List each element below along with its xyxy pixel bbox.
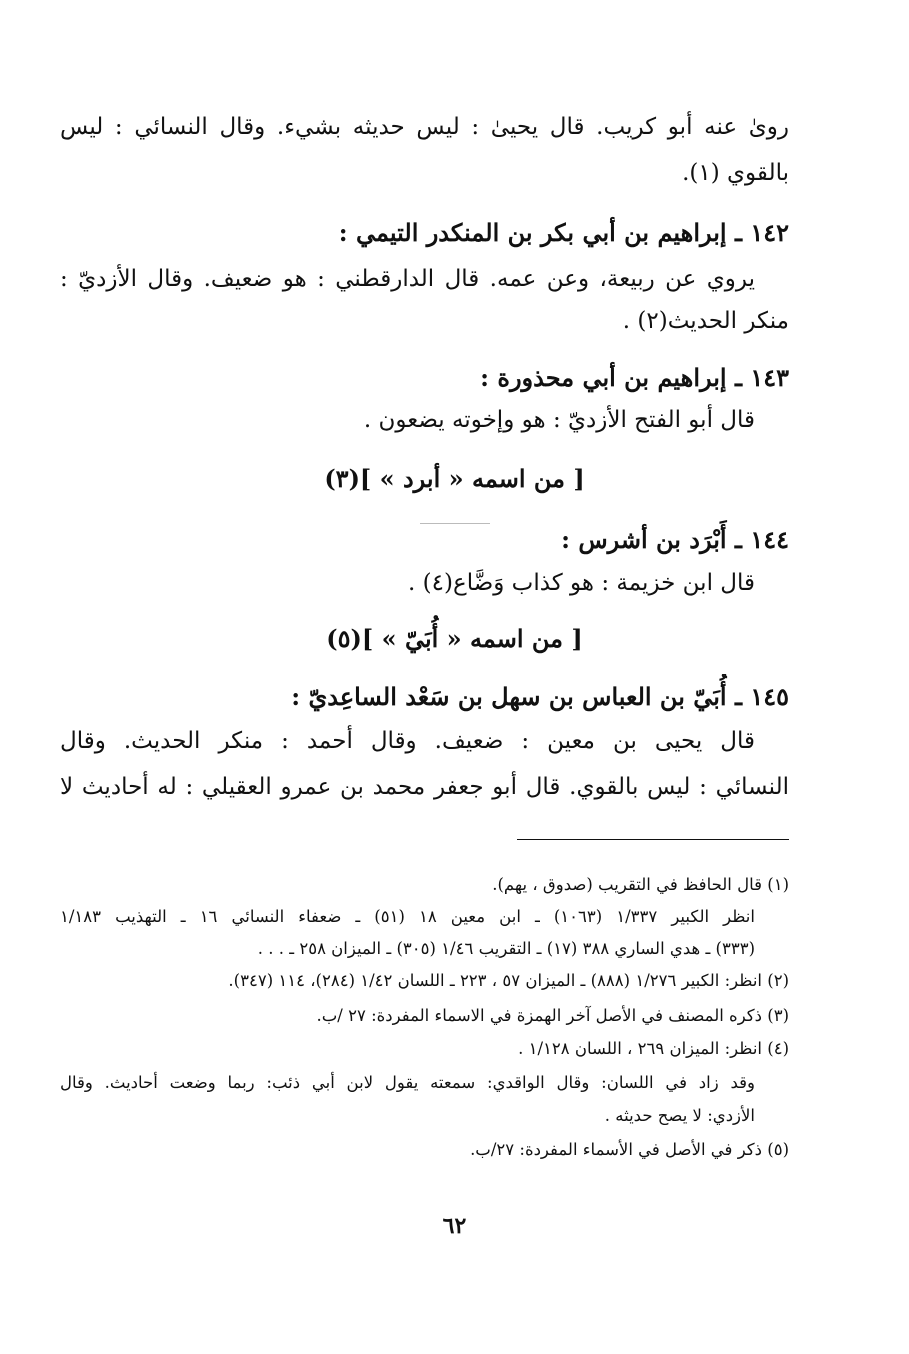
footnote-2: (٢) انظر: الكبير ١/٢٧٦ (٨٨٨) ـ الميزان ٥٧ ، ٢٢٣ ـ اللسان ١/٤٢ (٢٨٤)، ١١٤ (٣٤٧). [228, 971, 789, 990]
footnote-3: (٣) ذكره المصنف في الأصل آخر الهمزة في الاسماء المفردة: ٢٧ /ب. [316, 1006, 789, 1025]
entry-text-line: قال ابن خزيمة : هو كذاب وَضَّاع(٤) . [408, 570, 755, 596]
footnote-4-line: وقد زاد في اللسان: وقال الواقدي: سمعته يقول لابن أبي ذئب: ربما وضعت أحاديث. وقال [60, 1073, 755, 1092]
entry-text-line: يروي عن ربيعة، وعن عمه. قال الدارقطني : هو ضعيف. وقال الأزديّ : [60, 266, 755, 292]
paragraph-line: بالقوي (١). [682, 160, 789, 186]
section-heading-ubayy: [ من اسمه « أُبَيّ » ](٥) [326, 624, 583, 653]
footnote-5: (٥) ذكر في الأصل في الأسماء المفردة: ٢٧/ب. [470, 1140, 789, 1159]
entry-text-line: قال يحيى بن معين : ضعيف. وقال أحمد : منكر الحديث. وقال [60, 728, 755, 754]
page-number: ٦٢ [442, 1213, 467, 1239]
footnote-4-line: الأزدي: لا يصح حديثه . [604, 1106, 755, 1125]
entry-text-line: قال أبو الفتح الأزديّ : هو وإخوته يضعون . [363, 407, 755, 433]
entry-heading-145: ١٤٥ ـ أُبَيّ بن العباس بن سهل بن سَعْد الساعِديّ : [291, 682, 789, 711]
entry-text-line: النسائي : ليس بالقوي. قال أبو جعفر محمد بن عمرو العقيلي : له أحاديث لا [60, 774, 789, 800]
entry-heading-143: ١٤٣ ـ إبراهيم بن أبي محذورة : [480, 363, 789, 392]
footnote-1-line: (٣٣٣) ـ هدي الساري ٣٨٨ (١٧) ـ التقريب ١/٤٦ (٣٠٥) ـ الميزان ٢٥٨ ـ . . . [257, 939, 755, 958]
footnote-1: (١) قال الحافظ في التقريب (صدوق ، يهم). [492, 875, 789, 894]
entry-heading-144: ١٤٤ ـ أَبْرَد بن أشرس : [561, 525, 789, 554]
entry-heading-142: ١٤٢ ـ إبراهيم بن أبي بكر بن المنكدر التيمي : [338, 218, 789, 247]
section-heading-abrad: [ من اسمه « أبرد » ](٣) [324, 464, 585, 493]
paragraph-line: روىٰ عنه أبو كريب. قال يحيىٰ : ليس حديثه بشيء. وقال النسائي : ليس [60, 114, 789, 140]
footnote-separator [517, 839, 789, 840]
entry-text-line: منكر الحديث(٢) . [622, 308, 789, 334]
footnote-4: (٤) انظر: الميزان ٢٦٩ ، اللسان ١/١٢٨ . [518, 1039, 789, 1058]
footnote-1-line: انظر الكبير ١/٣٣٧ (١٠٦٣) ـ ابن معين ١٨ (٥١) ـ ضعفاء النسائي ١٦ ـ التهذيب ١/١٨٣ [60, 907, 755, 926]
